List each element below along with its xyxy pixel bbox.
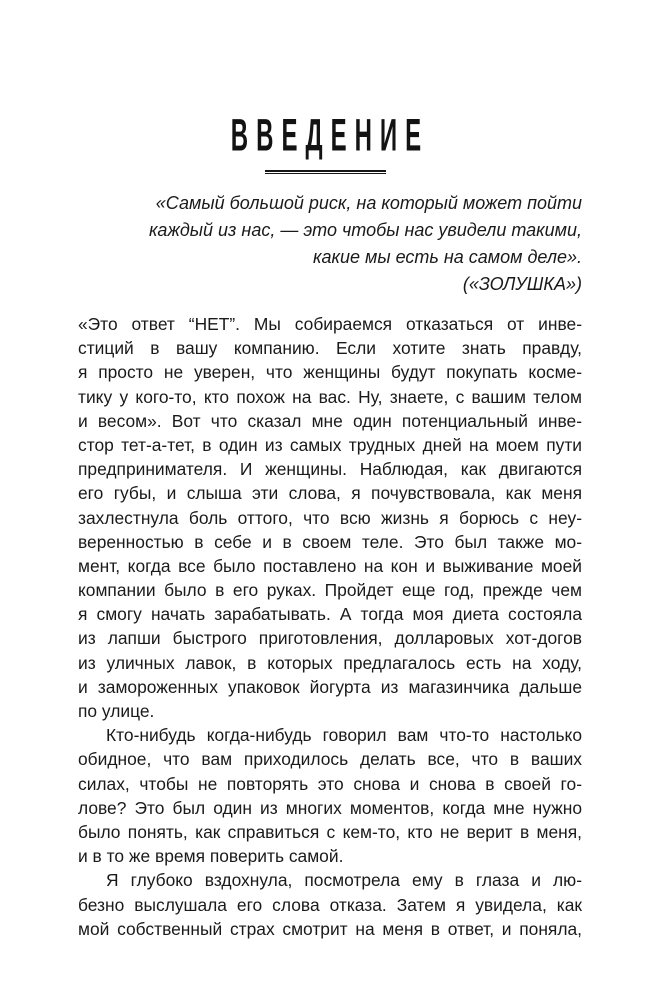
text-line: предпринимателя. И женщины. Наблюдая, как двигаются — [78, 459, 582, 480]
text-line: веренностью в себе и в своем теле. Это был также мо- — [78, 531, 582, 552]
text-line: было понять, как справиться с кем-то, кто не верит в меня, — [78, 821, 582, 842]
text-line: мой собственный страх смотрит на меня в ответ, и поняла, — [78, 918, 582, 939]
text-line: я просто не уверен, что женщины будут покупать косме- — [78, 362, 582, 383]
text-line: стор тет-а-тет, в один из самых трудных дней на моем пути — [78, 434, 582, 455]
epigraph-line: какие мы есть на самом деле». — [312, 247, 582, 267]
text-line: из уличных лавок, в которых предлагалось есть на ходу, — [78, 652, 582, 673]
epigraph — [78, 190, 582, 298]
paragraph — [78, 312, 582, 723]
text-line: по улице. — [78, 701, 155, 721]
text-line: и в то же время поверить самой. — [78, 846, 344, 867]
text-line: Кто-нибудь когда-нибудь говорил вам что-то настолько — [106, 725, 582, 746]
text-line: обидное, что вам приходилось делать все, что в ваших — [78, 749, 582, 770]
text-line: силах, чтобы не повторять это снова и снова в своей го- — [78, 773, 582, 794]
paragraph — [78, 723, 582, 868]
epigraph-line: («ЗОЛУШКА») — [462, 274, 582, 294]
text-line: и замороженных упаковок йогурта из магазинчика дальше — [78, 676, 582, 697]
text-line: безно выслушала его слова отказа. Затем я увидела, как — [78, 894, 582, 915]
text-line: лове? Это был один из многих моментов, когда мне нужно — [78, 797, 582, 818]
text-line: «Это ответ “НЕТ”. Мы собираемся отказаться от инве- — [78, 314, 582, 334]
text-line: захлестнула боль оттого, что всю жизнь я борюсь с неу- — [78, 507, 582, 528]
text-line: я смогу начать зарабатывать. А тогда моя диета состояла — [78, 604, 582, 625]
text-line: стиций в вашу компанию. Если хотите знать правду, — [78, 338, 582, 359]
text-line: компании было в его руках. Пройдет еще год, прежде чем — [78, 580, 582, 601]
epigraph-line: каждый из нас, — это чтобы нас увидели такими, — [148, 220, 582, 240]
text-line: мент, когда все было поставлено на кон и выживание моей — [78, 555, 582, 576]
text-line: и весом». Вот что сказал мне один потенциальный инве- — [78, 410, 582, 431]
chapter-title-wrap — [0, 111, 651, 166]
body-text — [78, 312, 582, 941]
paragraph — [78, 868, 582, 941]
text-line: Я глубоко вздохнула, посмотрела ему в глаза и лю- — [106, 870, 582, 891]
text-line: его губы, и слыша эти слова, я почувствовала, как меня — [78, 483, 582, 504]
text-line: тику у кого-то, кто похож на вас. Ну, знаете, с вашим телом — [78, 386, 582, 407]
text-line: из лапши быстрого приготовления, долларовых хот-догов — [78, 628, 582, 649]
chapter-title: ВВЕДЕНИЕ — [230, 111, 429, 161]
epigraph-line: «Самый большой риск, на который может пойти — [155, 193, 582, 213]
title-double-rule — [265, 170, 386, 174]
